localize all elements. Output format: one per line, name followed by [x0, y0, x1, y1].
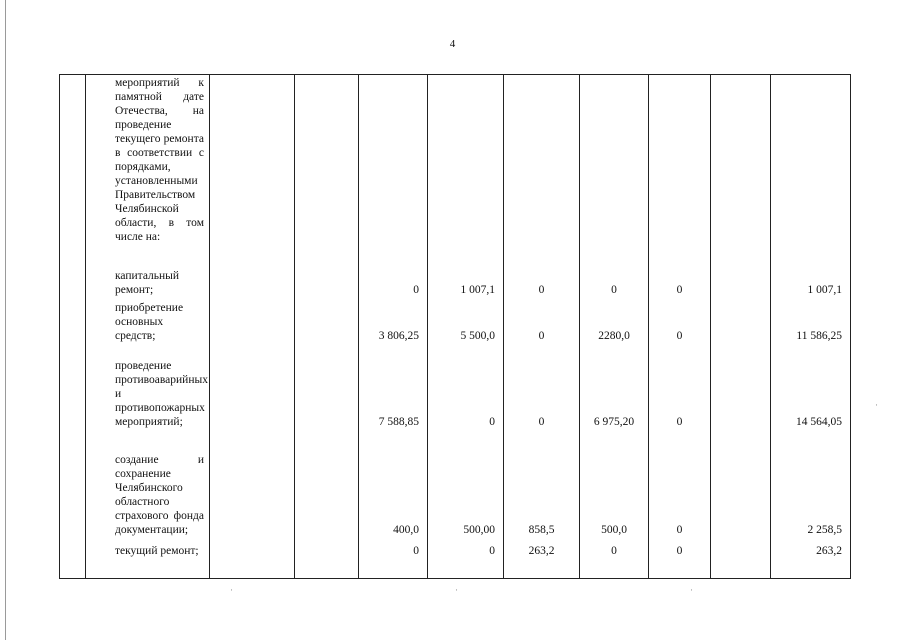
value-cell: 0: [359, 263, 428, 299]
value-cell: 0: [504, 263, 580, 299]
value-cell: 0: [580, 539, 649, 579]
total-cell: 2 258,5: [771, 431, 851, 539]
value-cell: 0: [359, 539, 428, 579]
value-cell: 0: [649, 539, 711, 579]
total-cell: 1 007,1: [771, 263, 851, 299]
value-cell: 6 975,20: [580, 345, 649, 431]
row-description: создание и сохранение Челябинского областного страхового фонда документации;: [86, 431, 210, 539]
value-cell: 400,0: [359, 431, 428, 539]
value-cell: 0: [504, 299, 580, 345]
scan-mark: ·: [230, 585, 233, 595]
row-description: мероприятий к памятной дате Отечества, на проведение текущего ремонта в соответствии с порядками, установленными Правительством Челябинской области, в том числе на:: [86, 75, 210, 263]
row-description: проведение противоаварийных и противопожарных мероприятий;: [86, 345, 210, 431]
row-description: приобретение основных средств;: [86, 299, 210, 345]
table-row: [60, 75, 851, 263]
total-cell: 263,2: [771, 539, 851, 579]
value-cell: 0: [649, 299, 711, 345]
value-cell: 2280,0: [580, 299, 649, 345]
value-cell: 0: [649, 263, 711, 299]
page-margin-line: [5, 0, 6, 640]
value-cell: 0: [428, 345, 504, 431]
value-cell: 0: [649, 345, 711, 431]
table-row: [60, 431, 851, 539]
table-row: [60, 299, 851, 345]
scan-mark: ·: [690, 585, 693, 595]
value-cell: 0: [504, 345, 580, 431]
value-cell: 5 500,0: [428, 299, 504, 345]
row-description: капитальный ремонт;: [86, 263, 210, 299]
scan-mark: ·: [455, 585, 458, 595]
value-cell: 0: [649, 431, 711, 539]
table-row: [60, 345, 851, 431]
total-cell: 14 564,05: [771, 345, 851, 431]
value-cell: 0: [428, 539, 504, 579]
value-cell: 500,00: [428, 431, 504, 539]
value-cell: 1 007,1: [428, 263, 504, 299]
value-cell: 0: [580, 263, 649, 299]
value-cell: 500,0: [580, 431, 649, 539]
scan-mark: ·: [875, 400, 878, 410]
table-row: [60, 539, 851, 579]
value-cell: 3 806,25: [359, 299, 428, 345]
value-cell: 858,5: [504, 431, 580, 539]
row-number-cell: [60, 75, 86, 263]
value-cell: 263,2: [504, 539, 580, 579]
budget-table: [59, 74, 851, 579]
value-cell: 7 588,85: [359, 345, 428, 431]
total-cell: 11 586,25: [771, 299, 851, 345]
page-number: 4: [449, 38, 456, 50]
row-description: текущий ремонт;: [86, 539, 210, 579]
table-row: [60, 263, 851, 299]
